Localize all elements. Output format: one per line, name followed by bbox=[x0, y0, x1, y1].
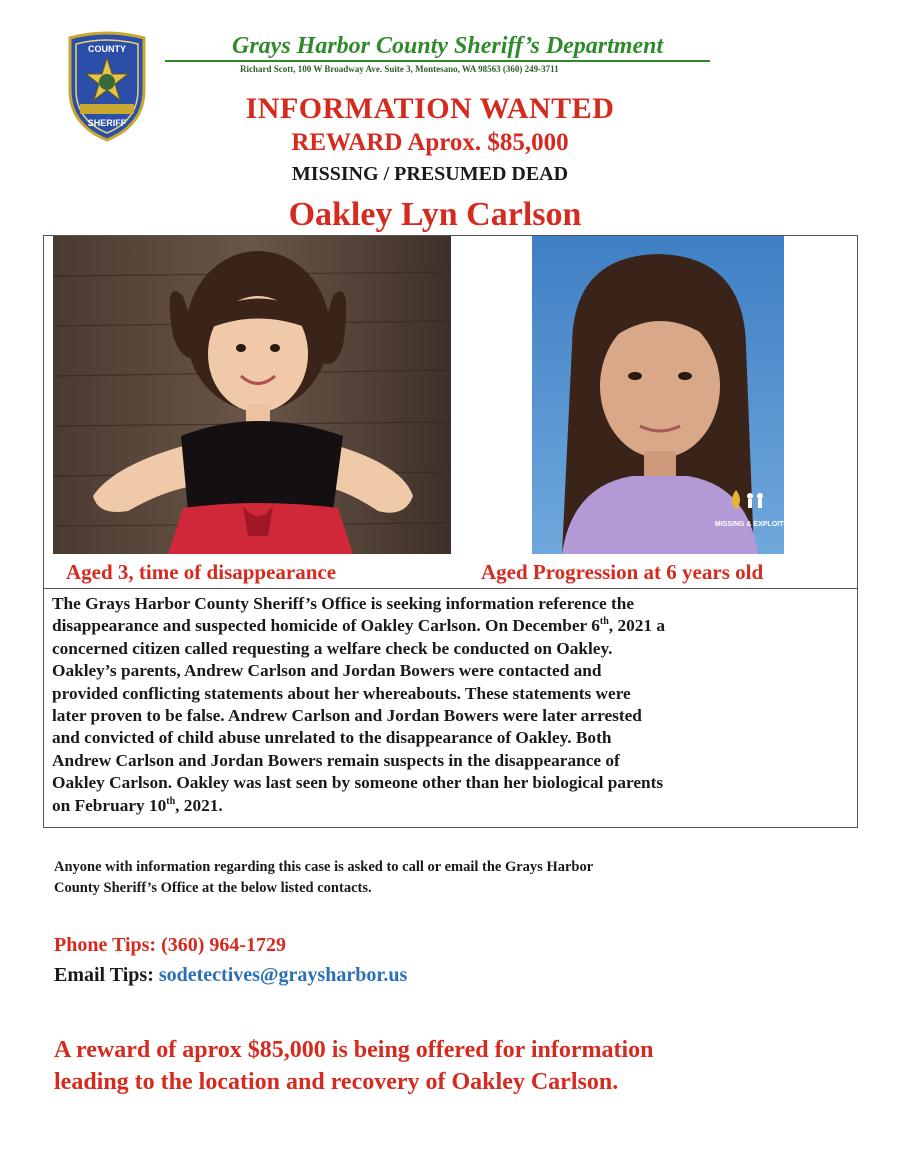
contact-note-line: County Sheriff’s Office at the below listed contacts. bbox=[54, 880, 372, 896]
missing-person-name: Oakley Lyn Carlson bbox=[288, 196, 582, 233]
story-line: Oakley Carlson. Oakley was last seen by someone other than her biological parents bbox=[52, 773, 664, 793]
story-line: Oakley’s parents, Andrew Carlson and Jordan Bowers were contacted and bbox=[52, 661, 602, 681]
right-photo-caption: Aged Progression at 6 years old bbox=[481, 560, 764, 584]
department-address: Richard Scott, 100 W Broadway Ave. Suite 3, Montesano, WA 98563 (360) 249-3711 bbox=[240, 64, 559, 74]
reward-statement bbox=[54, 1034, 854, 1098]
reward-heading: REWARD Aprox. $85,000 bbox=[291, 129, 569, 156]
photo-age-3 bbox=[53, 236, 451, 554]
info-wanted-heading: INFORMATION WANTED bbox=[245, 92, 615, 125]
badge-top-text: COUNTY bbox=[88, 44, 126, 54]
reward-line: A reward of aprox $85,000 is being offered for information bbox=[54, 1037, 654, 1063]
story-line: The Grays Harbor County Sheriff’s Office is seeking information reference the bbox=[52, 594, 635, 613]
email-label: Email Tips: bbox=[54, 964, 159, 986]
story-line: and convicted of child abuse unrelated to the disappearance of Oakley. Both bbox=[52, 728, 612, 748]
email-tips bbox=[54, 964, 407, 987]
email-link[interactable]: sodetectives@graysharbor.us bbox=[158, 964, 408, 986]
contact-note-line: Anyone with information regarding this case is asked to call or email the Grays Harbor bbox=[54, 859, 594, 875]
left-photo-caption: Aged 3, time of disappearance bbox=[66, 560, 337, 584]
story-line: concerned citizen called requesting a welfare check be conducted on Oakley. bbox=[52, 638, 613, 658]
case-description bbox=[43, 588, 858, 828]
story-line: Andrew Carlson and Jordan Bowers remain suspects in the disappearance of bbox=[52, 750, 620, 770]
department-title: Grays Harbor County Sheriff’s Department bbox=[232, 33, 664, 59]
photo-age-progression bbox=[532, 236, 794, 554]
story-line: later proven to be false. Andrew Carlson and Jordan Bowers were later arrested bbox=[52, 706, 642, 726]
story-line: provided conflicting statements about her whereabouts. These statements were bbox=[52, 683, 631, 703]
contact-instructions bbox=[54, 857, 854, 899]
status-heading: MISSING / PRESUMED DEAD bbox=[291, 163, 569, 185]
story-line: disappearance and suspected homicide of Oakley Carlson. On December 6th, 2021 a bbox=[52, 616, 665, 636]
badge-bottom-text: SHERIFF bbox=[87, 118, 127, 128]
progression-logo-text: MISSING & EXPLOITED bbox=[714, 521, 794, 528]
story-line: on February 10th, 2021. bbox=[52, 795, 223, 815]
header-divider bbox=[165, 60, 710, 62]
reward-line: leading to the location and recovery of Oakley Carlson. bbox=[54, 1069, 619, 1095]
phone-tips: Phone Tips: (360) 964-1729 bbox=[54, 934, 287, 956]
